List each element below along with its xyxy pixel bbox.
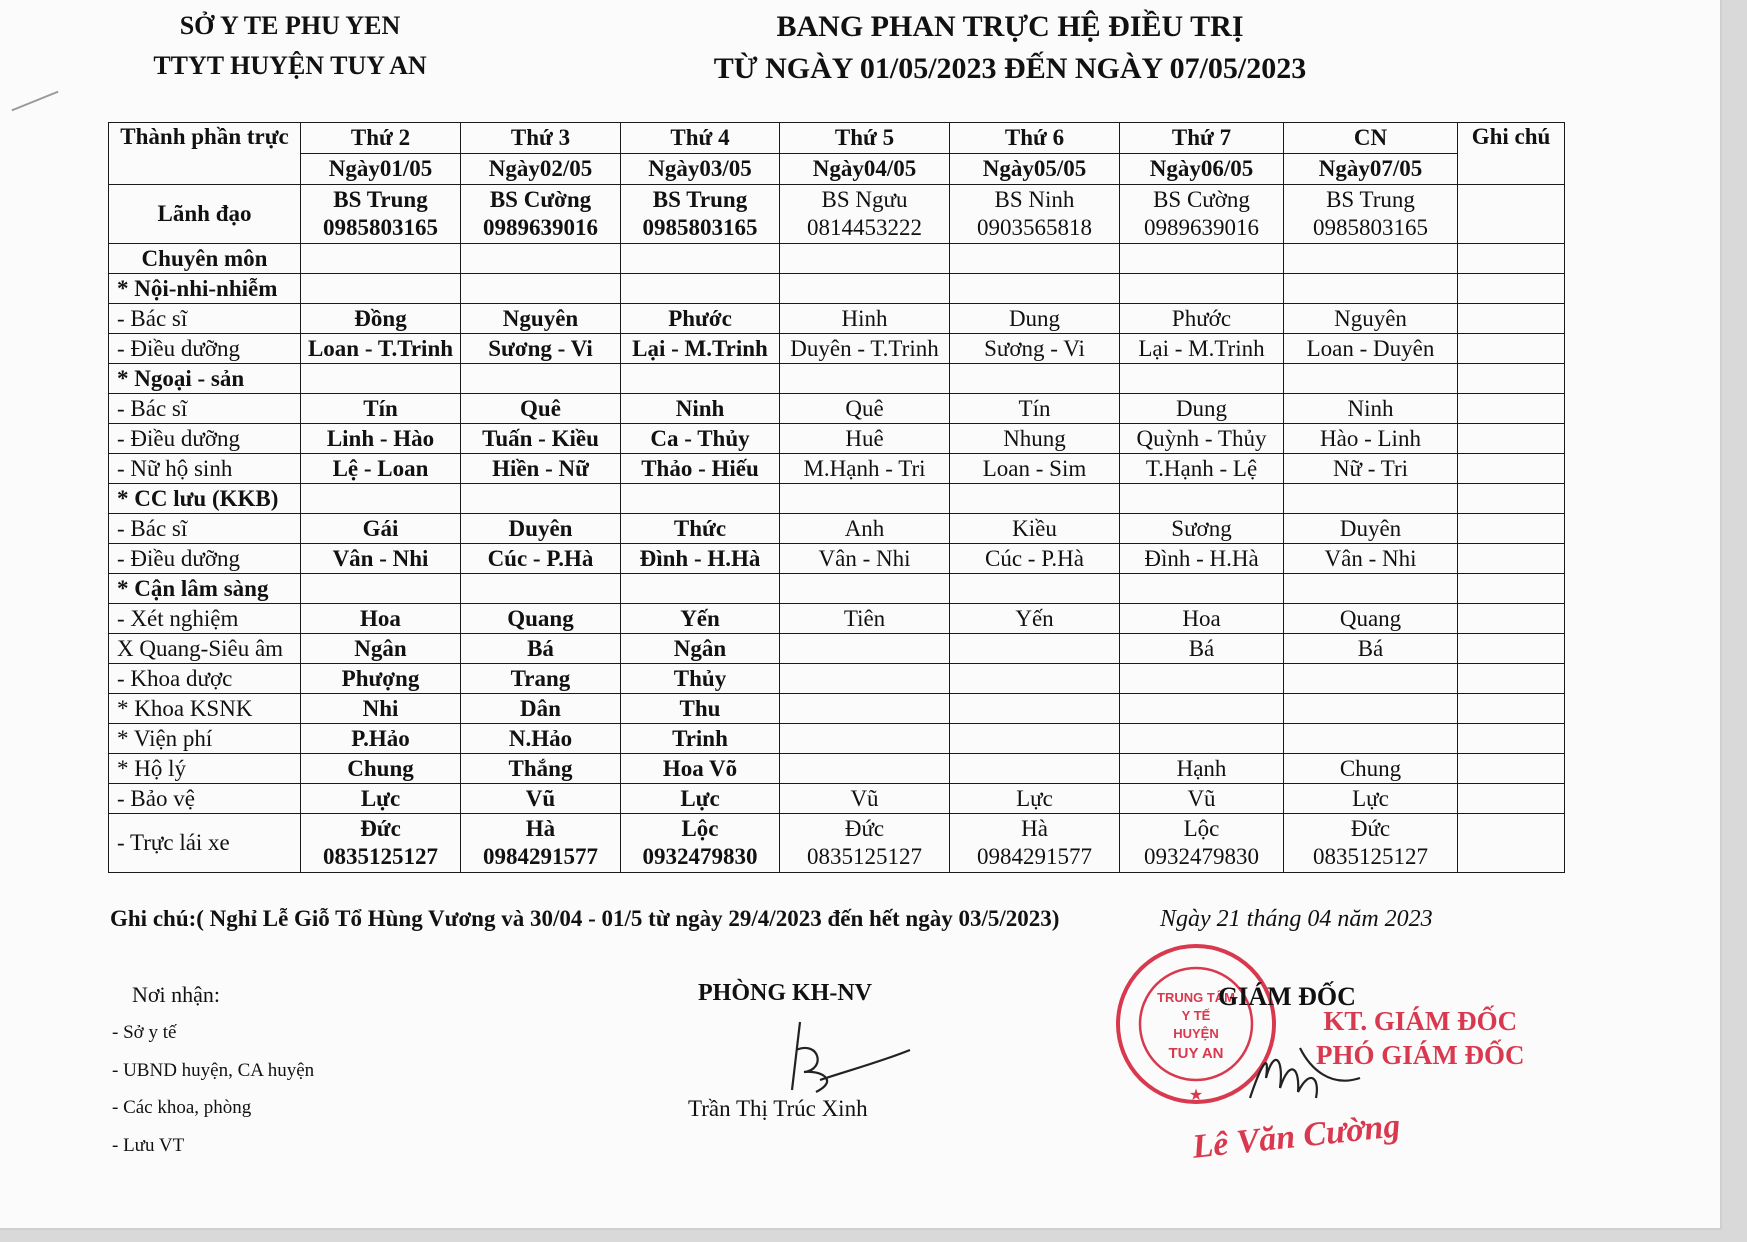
schedule-cell: [950, 634, 1120, 664]
svg-text:Y TẾ: Y TẾ: [1181, 1008, 1211, 1023]
schedule-cell: Duyên - T.Trinh: [780, 334, 950, 364]
schedule-row: [109, 484, 1565, 514]
schedule-cell: [301, 244, 461, 274]
org-line-2: TTYT HUYỆN TUY AN: [153, 51, 427, 80]
cell-name: BS Cường: [1153, 187, 1250, 212]
schedule-cell: Lực: [950, 784, 1120, 814]
row-label: Chuyên môn: [109, 244, 301, 274]
cell-phone: 0985803165: [642, 215, 758, 240]
director-signer: Lê Văn Cường: [1190, 1107, 1402, 1166]
schedule-cell: Chung: [301, 754, 461, 784]
schedule-cell: Tín: [950, 394, 1120, 424]
recipient-item: - Các khoa, phòng: [112, 1097, 252, 1118]
schedule-cell: [461, 814, 621, 873]
schedule-cell: Đình - H.Hà: [1120, 544, 1284, 574]
note-cell: [1458, 544, 1565, 574]
schedule-cell: Quỳnh - Thủy: [1120, 424, 1284, 454]
schedule-row: [109, 364, 1565, 394]
schedule-row: [109, 754, 1565, 784]
note-cell: [1458, 814, 1565, 873]
schedule-cell: Duyên: [1284, 514, 1458, 544]
schedule-cell: [1284, 274, 1458, 304]
schedule-cell: [950, 694, 1120, 724]
schedule-row: [109, 544, 1565, 574]
schedule-row: [109, 424, 1565, 454]
schedule-cell: Cúc - P.Hà: [950, 544, 1120, 574]
schedule-cell: [1284, 664, 1458, 694]
schedule-cell: [301, 364, 461, 394]
schedule-cell: Hoa: [1120, 604, 1284, 634]
schedule-cell: Phước: [1120, 304, 1284, 334]
row-label: * Viện phí: [109, 724, 301, 754]
schedule-cell: [461, 364, 621, 394]
schedule-cell: Phượng: [301, 664, 461, 694]
schedule-cell: Yến: [621, 604, 780, 634]
schedule-cell: [621, 364, 780, 394]
director-title: GIÁM ĐỐC: [1218, 982, 1356, 1011]
schedule-cell: [301, 814, 461, 873]
schedule-row: [109, 454, 1565, 484]
schedule-cell: [1120, 484, 1284, 514]
row-label: - Bác sĩ: [109, 394, 301, 424]
cell-name: Lộc: [1183, 816, 1220, 841]
schedule-cell: Bá: [461, 634, 621, 664]
schedule-cell: [1284, 185, 1458, 244]
director-signature: [1240, 1028, 1380, 1108]
schedule-cell: [301, 574, 461, 604]
schedule-cell: [621, 274, 780, 304]
note-cell: [1458, 604, 1565, 634]
note-cell: [1458, 454, 1565, 484]
schedule-cell: [780, 185, 950, 244]
cell-name: Lộc: [681, 816, 719, 841]
svg-text:TUY AN: TUY AN: [1168, 1045, 1224, 1062]
note-cell: [1458, 694, 1565, 724]
schedule-cell: Gái: [301, 514, 461, 544]
schedule-cell: Nguyên: [461, 304, 621, 334]
row-label: - Nữ hộ sinh: [109, 454, 301, 484]
schedule-cell: [1284, 574, 1458, 604]
schedule-cell: [780, 364, 950, 394]
row-label: X Quang-Siêu âm: [109, 634, 301, 664]
cell-name: BS Trung: [1326, 187, 1415, 212]
day-name-header: Thứ 4: [621, 123, 780, 154]
schedule-cell: Quang: [461, 604, 621, 634]
schedule-cell: Tuấn - Kiều: [461, 424, 621, 454]
schedule-cell: Lệ - Loan: [301, 454, 461, 484]
schedule-row: [109, 185, 1565, 244]
department-signature: [780, 1010, 920, 1100]
day-name-header: Thứ 6: [950, 123, 1120, 154]
schedule-cell: [780, 484, 950, 514]
schedule-cell: Yến: [950, 604, 1120, 634]
cell-phone: 0989639016: [1144, 215, 1259, 240]
footnote: Ghi chú:( Nghỉ Lễ Giỗ Tổ Hùng Vương và 30/04 - 01/5 từ ngày 29/4/2023 đến hết ngày 03/5/2023): [110, 906, 1060, 931]
schedule-cell: Lại - M.Trinh: [621, 334, 780, 364]
schedule-cell: Nguyên: [1284, 304, 1458, 334]
schedule-cell: Đình - H.Hà: [621, 544, 780, 574]
schedule-cell: Vân - Nhi: [1284, 544, 1458, 574]
date-header: Ngày01/05: [301, 154, 461, 185]
schedule-cell: Vũ: [1120, 784, 1284, 814]
schedule-cell: [780, 664, 950, 694]
schedule-cell: Lực: [1284, 784, 1458, 814]
schedule-cell: [950, 274, 1120, 304]
schedule-cell: [950, 664, 1120, 694]
schedule-cell: Thủy: [621, 664, 780, 694]
schedule-cell: [1120, 724, 1284, 754]
schedule-cell: [301, 274, 461, 304]
schedule-row: [109, 394, 1565, 424]
cell-phone: 0932479830: [1144, 844, 1259, 869]
schedule-cell: Lực: [301, 784, 461, 814]
scan-mark: [11, 91, 58, 112]
schedule-cell: Nữ - Tri: [1284, 454, 1458, 484]
schedule-row: [109, 574, 1565, 604]
day-name-header: CN: [1284, 123, 1458, 154]
schedule-cell: [461, 185, 621, 244]
schedule-cell: Huê: [780, 424, 950, 454]
note-cell: [1458, 784, 1565, 814]
date-header: Ngày07/05: [1284, 154, 1458, 185]
schedule-cell: [621, 244, 780, 274]
day-name-header: Thứ 2: [301, 123, 461, 154]
schedule-cell: [621, 814, 780, 873]
schedule-cell: P.Hảo: [301, 724, 461, 754]
schedule-cell: Hoa: [301, 604, 461, 634]
schedule-cell: Lại - M.Trinh: [1120, 334, 1284, 364]
schedule-cell: [1284, 724, 1458, 754]
note-cell: [1458, 754, 1565, 784]
cell-name: BS Trung: [333, 187, 428, 212]
cell-phone: 0932479830: [642, 844, 758, 869]
row-label: - Điều dưỡng: [109, 544, 301, 574]
schedule-cell: [780, 634, 950, 664]
cell-phone: 0835125127: [1313, 844, 1428, 869]
schedule-cell: [950, 724, 1120, 754]
schedule-cell: Bá: [1120, 634, 1284, 664]
row-label: - Khoa dược: [109, 664, 301, 694]
schedule-cell: M.Hạnh - Tri: [780, 454, 950, 484]
cell-name: Hà: [1021, 816, 1048, 841]
note-cell: [1458, 364, 1565, 394]
schedule-cell: Hiền - Nữ: [461, 454, 621, 484]
document-date: Ngày 21 tháng 04 năm 2023: [1160, 906, 1433, 932]
schedule-cell: [950, 185, 1120, 244]
cell-phone: 0814453222: [807, 215, 922, 240]
schedule-cell: [780, 724, 950, 754]
day-name-header: Thứ 7: [1120, 123, 1284, 154]
schedule-cell: Dân: [461, 694, 621, 724]
schedule-cell: Quang: [1284, 604, 1458, 634]
schedule-cell: [461, 484, 621, 514]
schedule-cell: Ninh: [1284, 394, 1458, 424]
schedule-cell: Thu: [621, 694, 780, 724]
schedule-cell: Kiều: [950, 514, 1120, 544]
row-label: - Bảo vệ: [109, 784, 301, 814]
schedule-cell: Cúc - P.Hà: [461, 544, 621, 574]
cell-phone: 0984291577: [483, 844, 598, 869]
schedule-row: [109, 334, 1565, 364]
schedule-cell: Ngân: [301, 634, 461, 664]
cell-phone: 0989639016: [483, 215, 598, 240]
schedule-cell: Hoa Võ: [621, 754, 780, 784]
schedule-row: [109, 814, 1565, 873]
row-label: * Nội-nhi-nhiễm: [109, 274, 301, 304]
date-header: Ngày02/05: [461, 154, 621, 185]
svg-text:★: ★: [1188, 1087, 1204, 1104]
row-label: - Bác sĩ: [109, 514, 301, 544]
schedule-cell: [621, 185, 780, 244]
schedule-cell: Nhi: [301, 694, 461, 724]
day-name-header: Thứ 3: [461, 123, 621, 154]
schedule-row: [109, 274, 1565, 304]
schedule-cell: Vân - Nhi: [301, 544, 461, 574]
schedule-cell: Hào - Linh: [1284, 424, 1458, 454]
org-line-1: SỞ Y TE PHU YEN: [179, 11, 401, 40]
cell-phone: 0985803165: [1313, 215, 1428, 240]
organization-header: [120, 6, 460, 86]
schedule-cell: Lực: [621, 784, 780, 814]
schedule-cell: [461, 574, 621, 604]
schedule-cell: Hạnh: [1120, 754, 1284, 784]
schedule-cell: Sương: [1120, 514, 1284, 544]
note-cell: [1458, 334, 1565, 364]
note-cell: [1458, 724, 1565, 754]
document-title: [660, 6, 1360, 90]
schedule-cell: [1120, 694, 1284, 724]
deputy-line-2: PHÓ GIÁM ĐỐC: [1316, 1040, 1525, 1070]
schedule-cell: [780, 244, 950, 274]
schedule-cell: Bá: [1284, 634, 1458, 664]
schedule-row: [109, 784, 1565, 814]
date-header: Ngày06/05: [1120, 154, 1284, 185]
schedule-cell: [621, 484, 780, 514]
schedule-cell: [950, 814, 1120, 873]
schedule-cell: [950, 244, 1120, 274]
schedule-cell: N.Hảo: [461, 724, 621, 754]
schedule-row: [109, 304, 1565, 334]
schedule-cell: [1120, 664, 1284, 694]
note-cell: [1458, 574, 1565, 604]
schedule-cell: Sương - Vi: [461, 334, 621, 364]
note-cell: [1458, 484, 1565, 514]
schedule-cell: Trang: [461, 664, 621, 694]
schedule-cell: [780, 754, 950, 784]
row-label: - Điều dưỡng: [109, 424, 301, 454]
schedule-cell: [1120, 244, 1284, 274]
row-label: - Trực lái xe: [109, 814, 301, 873]
date-header: Ngày05/05: [950, 154, 1120, 185]
schedule-cell: [1120, 574, 1284, 604]
schedule-cell: Loan - T.Trinh: [301, 334, 461, 364]
schedule-cell: Tiên: [780, 604, 950, 634]
note-cell: [1458, 304, 1565, 334]
schedule-cell: Anh: [780, 514, 950, 544]
schedule-cell: [950, 364, 1120, 394]
cell-phone: 0903565818: [977, 215, 1092, 240]
note-cell: [1458, 424, 1565, 454]
schedule-cell: Ninh: [621, 394, 780, 424]
note-cell: [1458, 244, 1565, 274]
schedule-cell: [780, 574, 950, 604]
note-cell: [1458, 274, 1565, 304]
schedule-cell: Ngân: [621, 634, 780, 664]
schedule-cell: [301, 185, 461, 244]
schedule-cell: Quê: [461, 394, 621, 424]
note-cell: [1458, 634, 1565, 664]
svg-text:HUYỆN: HUYỆN: [1173, 1026, 1219, 1041]
cell-phone: 0835125127: [807, 844, 922, 869]
svg-text:TRUNG TÂM: TRUNG TÂM: [1157, 990, 1235, 1005]
header-row-days: [109, 123, 1565, 154]
schedule-cell: Nhung: [950, 424, 1120, 454]
schedule-cell: [461, 244, 621, 274]
schedule-row: [109, 514, 1565, 544]
schedule-cell: [1284, 244, 1458, 274]
schedule-cell: [1120, 364, 1284, 394]
row-label: * CC lưu (KKB): [109, 484, 301, 514]
schedule-cell: [1284, 364, 1458, 394]
schedule-cell: Linh - Hào: [301, 424, 461, 454]
schedule-cell: [1120, 814, 1284, 873]
schedule-cell: Thắng: [461, 754, 621, 784]
cell-name: BS Ngưu: [821, 187, 908, 212]
schedule-cell: [950, 484, 1120, 514]
schedule-cell: [621, 574, 780, 604]
title-line-1: BANG PHAN TRỰC HỆ ĐIỀU TRỊ: [776, 10, 1244, 43]
schedule-cell: [1120, 185, 1284, 244]
note-cell: [1458, 664, 1565, 694]
schedule-cell: Tín: [301, 394, 461, 424]
cell-phone: 0835125127: [323, 844, 438, 869]
schedule-cell: Thảo - Hiếu: [621, 454, 780, 484]
schedule-cell: Phước: [621, 304, 780, 334]
row-label: * Cận lâm sàng: [109, 574, 301, 604]
schedule-cell: [1120, 274, 1284, 304]
schedule-row: [109, 634, 1565, 664]
row-label: - Điều dưỡng: [109, 334, 301, 364]
schedule-cell: Dung: [950, 304, 1120, 334]
duty-schedule-table: [108, 122, 1565, 873]
cell-name: BS Ninh: [994, 187, 1075, 212]
schedule-row: [109, 724, 1565, 754]
schedule-cell: [1284, 814, 1458, 873]
cell-name: Hà: [525, 816, 556, 841]
schedule-cell: Vũ: [461, 784, 621, 814]
day-name-header: Thứ 5: [780, 123, 950, 154]
cell-name: BS Cường: [489, 187, 592, 212]
note-cell: [1458, 185, 1565, 244]
schedule-cell: [950, 574, 1120, 604]
schedule-cell: Sương - Vi: [950, 334, 1120, 364]
schedule-row: [109, 664, 1565, 694]
row-label: - Xét nghiệm: [109, 604, 301, 634]
schedule-cell: Hinh: [780, 304, 950, 334]
schedule-row: [109, 694, 1565, 724]
schedule-cell: Thức: [621, 514, 780, 544]
department-signer: Trần Thị Trúc Xinh: [688, 1096, 868, 1121]
department-name: PHÒNG KH-NV: [698, 980, 872, 1006]
note-header: Ghi chú: [1458, 123, 1565, 185]
date-header: Ngày04/05: [780, 154, 950, 185]
schedule-cell: Trinh: [621, 724, 780, 754]
cell-name: BS Trung: [652, 187, 748, 212]
corner-header: Thành phần trực: [109, 123, 301, 185]
cell-phone: 0984291577: [977, 844, 1092, 869]
schedule-cell: Chung: [1284, 754, 1458, 784]
schedule-cell: Vũ: [780, 784, 950, 814]
recipients-title: Nơi nhận:: [132, 982, 221, 1007]
schedule-cell: [1284, 484, 1458, 514]
row-label: * Khoa KSNK: [109, 694, 301, 724]
schedule-cell: Quê: [780, 394, 950, 424]
row-label: Lãnh đạo: [109, 185, 301, 244]
cell-name: Đức: [1350, 816, 1391, 841]
header-row-dates: [109, 154, 1565, 185]
row-label: - Bác sĩ: [109, 304, 301, 334]
date-header: Ngày03/05: [621, 154, 780, 185]
recipient-item: - UBND huyện, CA huyện: [112, 1060, 315, 1081]
schedule-cell: [780, 274, 950, 304]
schedule-cell: Dung: [1120, 394, 1284, 424]
recipient-item: - Sở y tế: [112, 1022, 177, 1043]
cell-name: Đức: [844, 816, 885, 841]
schedule-cell: T.Hạnh - Lệ: [1120, 454, 1284, 484]
recipient-item: - Lưu VT: [112, 1135, 185, 1156]
schedule-cell: Duyên: [461, 514, 621, 544]
deputy-line-1: KT. GIÁM ĐỐC: [1323, 1006, 1518, 1036]
cell-name: Đức: [360, 816, 401, 841]
note-cell: [1458, 394, 1565, 424]
schedule-cell: [1284, 694, 1458, 724]
schedule-cell: Loan - Sim: [950, 454, 1120, 484]
schedule-cell: [461, 274, 621, 304]
cell-phone: 0985803165: [323, 215, 438, 240]
row-label: * Hộ lý: [109, 754, 301, 784]
schedule-cell: [780, 814, 950, 873]
schedule-cell: [780, 694, 950, 724]
schedule-cell: [950, 754, 1120, 784]
schedule-row: [109, 244, 1565, 274]
schedule-cell: Loan - Duyên: [1284, 334, 1458, 364]
note-cell: [1458, 514, 1565, 544]
schedule-cell: Ca - Thủy: [621, 424, 780, 454]
schedule-cell: Đồng: [301, 304, 461, 334]
title-line-2: TỪ NGÀY 01/05/2023 ĐẾN NGÀY 07/05/2023: [713, 52, 1307, 85]
schedule-cell: [301, 484, 461, 514]
schedule-cell: Vân - Nhi: [780, 544, 950, 574]
row-label: * Ngoại - sản: [109, 364, 301, 394]
schedule-row: [109, 604, 1565, 634]
